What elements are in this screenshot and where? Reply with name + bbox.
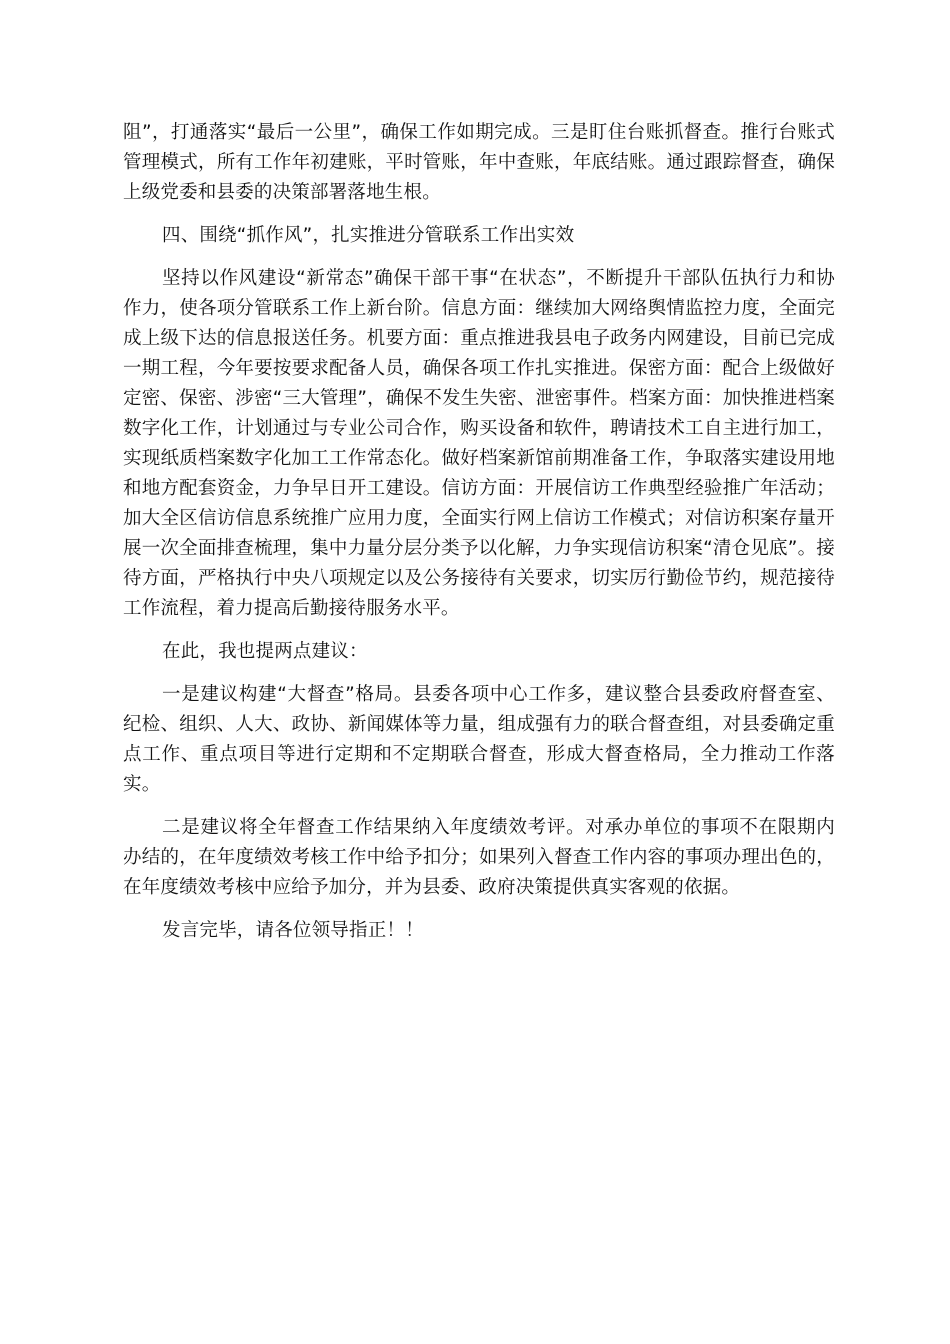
paragraph-suggestions-intro: 在此，我也提两点建议： (162, 641, 368, 662)
paragraph-suggestion-two: 二是建议将全年督查工作结果纳入年度绩效考评。对承办单位的事项不在限期内办结的，在年度绩效考核工作中给予扣分；如果列入督查工作内容的事项办理出色的，在年度绩效考核中应给予加分，并为县委、政府决策提供真实客观的依据。 (123, 817, 835, 898)
paragraph-suggestion-one: 一是建议构建“大督查”格局。县委各项中心工作多，建议整合县委政府督查室、纪检、组织、人大、政协、新闻媒体等力量，组成强有力的联合督查组，对县委确定重点工作、重点项目等进行定期和不定期联合督查，形成大督查格局，全力推动工作落实。 (123, 684, 835, 795)
paragraph-closing: 发言完毕，请各位领导指正！！ (162, 920, 424, 941)
document-body (123, 118, 835, 959)
paragraph-work-style: 坚持以作风建设“新常态”确保干部干事“在状态”，不断提升干部队伍执行力和协作力，使各项分管联系工作上新台阶。信息方面：继续加大网络舆情监控力度，全面完成上级下达的信息报送任务。机要方面：重点推进我县电子政务内网建设，目前已完成一期工程，今年要按要求配备人员，确保各项工作扎实推进。保密方面：配合上级做好定密、保密、涉密“三大管理”，确保不发生失密、泄密事件。档案方面：加快推进档案数字化工作，计划通过与专业公司合作，购买设备和软件，聘请技术工自主进行加工，实现纸质档案数字化加工工作常态化。做好档案新馆前期准备工作，争取落实建设用地和地方配套资金，力争早日开工建设。信访方面：开展信访工作典型经验推广年活动；加大全区信访信息系统推广应用力度，全面实行网上信访工作模式；对信访积案存量开展一次全面排查梳理，集中力量分层分类予以化解，力争实现信访积案“清仓见底”。接待方面，严格执行中央八项规定以及公务接待有关要求，切实厉行勤俭节约，规范接待工作流程，着力提高后勤接待服务水平。 (123, 268, 835, 619)
section-heading: 四、围绕“抓作风”，扎实推进分管联系工作出实效 (162, 225, 575, 246)
paragraph-continuation: 阻”，打通落实“最后一公里”，确保工作如期完成。三是盯住台账抓督查。推行台账式管理模式，所有工作年初建账，平时管账，年中查账，年底结账。通过跟踪督查，确保上级党委和县委的决策部署落地生根。 (123, 122, 835, 203)
